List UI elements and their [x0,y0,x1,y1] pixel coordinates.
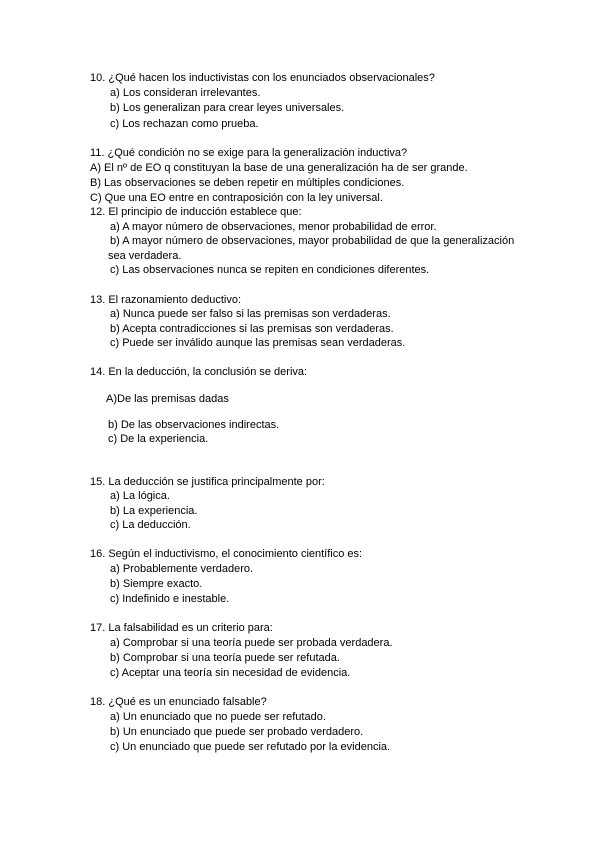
option-11b: B) Las observaciones se deben repetir en múltiples condiciones. [90,177,405,189]
option-12c: c) Las observaciones nunca se repiten en condiciones diferentes. [110,264,430,276]
question-11: 11. ¿Qué condición no se exige para la generalización inductiva? [90,147,408,159]
option-17a: a) Comprobar si una teoría puede ser probada verdadera. [110,637,393,649]
option-17b: b) Comprobar si una teoría puede ser refutada. [110,652,340,664]
question-10: 10. ¿Qué hacen los inductivistas con los enunciados observacionales? [90,72,435,84]
option-16b: b) Siempre exacto. [110,578,203,590]
option-12b: b) A mayor número de observaciones, mayor probabilidad de que la generalización [110,235,515,247]
question-17: 17. La falsabilidad es un criterio para: [90,622,273,634]
option-18b: b) Un enunciado que puede ser probado verdadero. [110,726,364,738]
option-10b: b) Los generalizan para crear leyes universales. [110,102,345,114]
question-12: 12. El principio de inducción establece que: [90,206,302,218]
option-13c: c) Puede ser inválido aunque las premisas sean verdaderas. [110,337,406,349]
option-16c: c) Indefinido e inestable. [110,593,230,605]
option-11c: C) Que una EO entre en contraposición con la ley universal. [90,192,383,204]
option-18c: c) Un enunciado que puede ser refutado por la evidencia. [110,741,391,753]
option-14a: A)De las premisas dadas [106,393,229,405]
option-10c: c) Los rechazan como prueba. [110,118,259,130]
option-15b: b) La experiencia. [110,505,198,517]
option-14c: c) De la experiencia. [108,433,209,445]
question-16: 16. Según el inductivismo, el conocimiento científico es: [90,548,363,560]
option-13a: a) Nunca puede ser falso si las premisas son verdaderas. [110,308,391,320]
option-12b-continued: sea verdadera. [108,250,182,262]
option-11a: A) El nº de EO q constituyan la base de una generalización ha de ser grande. [90,162,468,174]
option-15a: a) La lógica. [110,490,170,502]
option-14b: b) De las observaciones indirectas. [108,419,280,431]
question-13: 13. El razonamiento deductivo: [90,294,242,306]
question-14: 14. En la deducción, la conclusión se deriva: [90,366,308,378]
option-13b: b) Acepta contradicciones si las premisas son verdaderas. [110,323,394,335]
option-17c: c) Aceptar una teoría sin necesidad de evidencia. [110,667,351,679]
option-12a: a) A mayor número de observaciones, menor probabilidad de error. [110,221,437,233]
option-18a: a) Un enunciado que no puede ser refutado. [110,711,326,723]
question-15: 15. La deducción se justifica principalmente por: [90,476,325,488]
question-18: 18. ¿Qué es un enunciado falsable? [90,696,267,708]
option-15c: c) La deducción. [110,519,191,531]
option-10a: a) Los consideran irrelevantes. [110,87,261,99]
option-16a: a) Probablemente verdadero. [110,563,254,575]
